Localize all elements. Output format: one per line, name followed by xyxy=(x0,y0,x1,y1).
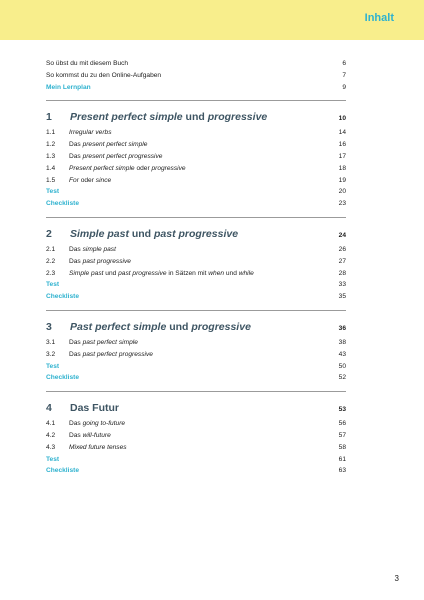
text-segment: Simple past xyxy=(69,269,104,277)
chapter-number: 4 xyxy=(46,402,52,415)
section-number: 4.1 xyxy=(46,420,56,428)
divider-line xyxy=(46,391,346,392)
chapter-heading[interactable] xyxy=(46,400,346,418)
text-segment: will-future xyxy=(82,431,111,439)
text-segment: oder xyxy=(134,164,152,172)
page-ref: 10 xyxy=(338,115,346,123)
text-segment: Mixed future tenses xyxy=(69,443,127,451)
page-ref: 24 xyxy=(338,231,346,239)
text-segment: while xyxy=(238,269,254,277)
chapter-title xyxy=(70,402,119,414)
text-segment: oder xyxy=(78,176,96,184)
toc-entry[interactable] xyxy=(46,337,346,349)
page-ref: 61 xyxy=(338,455,346,463)
chapter-title xyxy=(70,111,267,123)
toc-entry[interactable] xyxy=(46,256,346,268)
page-ref: 33 xyxy=(338,281,346,289)
chapter-number: 1 xyxy=(46,111,52,124)
text-segment: progressive xyxy=(151,164,186,172)
entry-label: Test xyxy=(46,455,60,463)
toc-entry[interactable] xyxy=(46,151,346,163)
page-ref: 58 xyxy=(338,443,346,451)
toc-entry[interactable] xyxy=(46,418,346,430)
text-segment: Past perfect simple xyxy=(70,320,167,333)
entry-label: Mein Lernplan xyxy=(46,83,91,91)
page-ref: 14 xyxy=(338,129,346,137)
section-number: 4.3 xyxy=(46,443,56,451)
text-segment: present perfect progressive xyxy=(82,152,163,160)
page-ref: 53 xyxy=(338,406,346,414)
entry-label xyxy=(69,163,186,175)
chapter-heading[interactable] xyxy=(46,226,346,244)
entry-label xyxy=(69,349,153,361)
chapter-heading[interactable] xyxy=(46,109,346,127)
section-number: 1.1 xyxy=(46,129,56,137)
page-ref: 63 xyxy=(338,467,346,475)
chapter-heading[interactable] xyxy=(46,319,346,337)
section-number: 2.1 xyxy=(46,245,56,253)
entry-label xyxy=(69,268,254,280)
table-of-contents xyxy=(46,58,346,477)
toc-entry[interactable] xyxy=(46,430,346,442)
chapter-number: 3 xyxy=(46,320,52,333)
toc-entry[interactable] xyxy=(46,361,346,373)
toc-entry[interactable] xyxy=(46,58,346,70)
text-segment: progressive xyxy=(207,111,268,124)
divider-line xyxy=(46,310,346,311)
entry-label xyxy=(69,430,111,442)
divider-line xyxy=(46,217,346,218)
text-segment: going to-future xyxy=(82,420,126,428)
text-segment: Das xyxy=(69,152,83,160)
entry-label: Test xyxy=(46,281,60,289)
entry-label xyxy=(69,337,138,349)
text-segment: past progressive xyxy=(118,269,167,277)
entry-label: Test xyxy=(46,188,60,196)
toc-entry[interactable] xyxy=(46,70,346,82)
toc-entry[interactable] xyxy=(46,465,346,477)
page-ref: 20 xyxy=(338,188,346,196)
toc-entry[interactable] xyxy=(46,139,346,151)
page-ref: 36 xyxy=(338,324,346,332)
text-segment: since xyxy=(95,176,112,184)
entry-label xyxy=(69,244,116,256)
page-title: Inhalt xyxy=(364,12,394,24)
page-ref: 19 xyxy=(338,176,346,184)
text-segment: Present perfect simple xyxy=(69,164,135,172)
page-ref: 56 xyxy=(338,420,346,428)
text-segment: For xyxy=(69,176,79,184)
entry-label xyxy=(69,256,131,268)
toc-entry[interactable] xyxy=(46,372,346,384)
text-segment: Present perfect simple xyxy=(70,111,183,124)
section-number: 1.4 xyxy=(46,164,56,172)
text-segment: Das xyxy=(69,431,83,439)
entry-label: So übst du mit diesem Buch xyxy=(46,60,129,67)
page-ref: 50 xyxy=(338,362,346,370)
text-segment: und xyxy=(103,269,119,277)
section-number: 3.1 xyxy=(46,338,56,346)
chapter-title xyxy=(70,321,251,333)
page-ref: 18 xyxy=(338,164,346,172)
chapter-number: 2 xyxy=(46,227,52,240)
text-segment: progressive xyxy=(191,320,251,333)
page-ref: 9 xyxy=(342,83,346,91)
section-number: 2.2 xyxy=(46,257,56,265)
text-segment: simple past xyxy=(82,245,116,253)
page-ref: 38 xyxy=(338,338,346,346)
entry-label: So kommst du zu den Online-Aufgaben xyxy=(46,71,162,79)
section-number: 1.3 xyxy=(46,152,56,160)
toc-entry[interactable] xyxy=(46,454,346,466)
page-ref: 17 xyxy=(338,152,346,160)
text-segment: Das xyxy=(69,141,83,149)
text-segment: Das xyxy=(69,338,83,346)
chapter-title xyxy=(70,228,238,240)
toc-entry[interactable] xyxy=(46,279,346,291)
entry-label: Test xyxy=(46,362,60,370)
text-segment: in Sätzen mit xyxy=(166,269,209,277)
entry-label xyxy=(69,151,162,163)
entry-label xyxy=(69,442,127,454)
header-band xyxy=(0,0,424,40)
section-number: 3.2 xyxy=(46,350,56,358)
text-segment: Das xyxy=(69,245,83,253)
toc-entry[interactable] xyxy=(46,127,346,139)
text-segment: present perfect simple xyxy=(82,141,148,149)
text-segment: und xyxy=(128,227,155,240)
text-segment: Irregular verbs xyxy=(69,129,112,137)
toc-entry[interactable] xyxy=(46,244,346,256)
page-ref: 35 xyxy=(338,293,346,301)
toc-entry[interactable] xyxy=(46,82,346,94)
page-ref: 6 xyxy=(342,60,346,67)
toc-entry[interactable] xyxy=(46,349,346,361)
toc-entry[interactable] xyxy=(46,291,346,303)
entry-label xyxy=(69,418,125,430)
toc-entry[interactable] xyxy=(46,163,346,175)
entry-label: Checkliste xyxy=(46,467,79,475)
page-ref: 7 xyxy=(342,71,346,79)
text-segment: Das xyxy=(69,420,83,428)
text-segment: past perfect progressive xyxy=(82,350,153,358)
text-segment: Das Futur xyxy=(70,402,120,415)
toc-entry[interactable] xyxy=(46,175,346,187)
page-ref: 52 xyxy=(338,374,346,382)
page-ref: 16 xyxy=(338,141,346,149)
toc-entry[interactable] xyxy=(46,268,346,280)
text-segment: Simple past xyxy=(70,227,129,240)
section-number: 1.5 xyxy=(46,176,56,184)
text-segment: past progressive xyxy=(82,257,131,265)
page-ref: 27 xyxy=(338,257,346,265)
section-number: 4.2 xyxy=(46,431,56,439)
entry-label: Checkliste xyxy=(46,200,79,208)
page-number: 3 xyxy=(394,574,399,583)
entry-label xyxy=(69,139,147,151)
text-segment: Das xyxy=(69,350,83,358)
text-segment: past perfect simple xyxy=(82,338,138,346)
page-ref: 23 xyxy=(338,200,346,208)
toc-entry[interactable] xyxy=(46,198,346,210)
text-segment: und xyxy=(182,111,208,124)
page-ref: 43 xyxy=(338,350,346,358)
text-segment: past progressive xyxy=(154,227,239,240)
toc-entry[interactable] xyxy=(46,186,346,198)
text-segment: und xyxy=(224,269,239,277)
page-ref: 57 xyxy=(338,431,346,439)
text-segment: und xyxy=(166,320,192,333)
text-segment: Das xyxy=(69,257,83,265)
text-segment: when xyxy=(208,269,225,277)
section-number: 1.2 xyxy=(46,141,56,149)
page-ref: 28 xyxy=(338,269,346,277)
page-ref: 26 xyxy=(338,245,346,253)
entry-label xyxy=(69,127,112,139)
entry-label: Checkliste xyxy=(46,293,79,301)
toc-entry[interactable] xyxy=(46,442,346,454)
section-number: 2.3 xyxy=(46,269,56,277)
entry-label: Checkliste xyxy=(46,374,79,382)
divider-line xyxy=(46,100,346,101)
entry-label xyxy=(69,175,111,187)
